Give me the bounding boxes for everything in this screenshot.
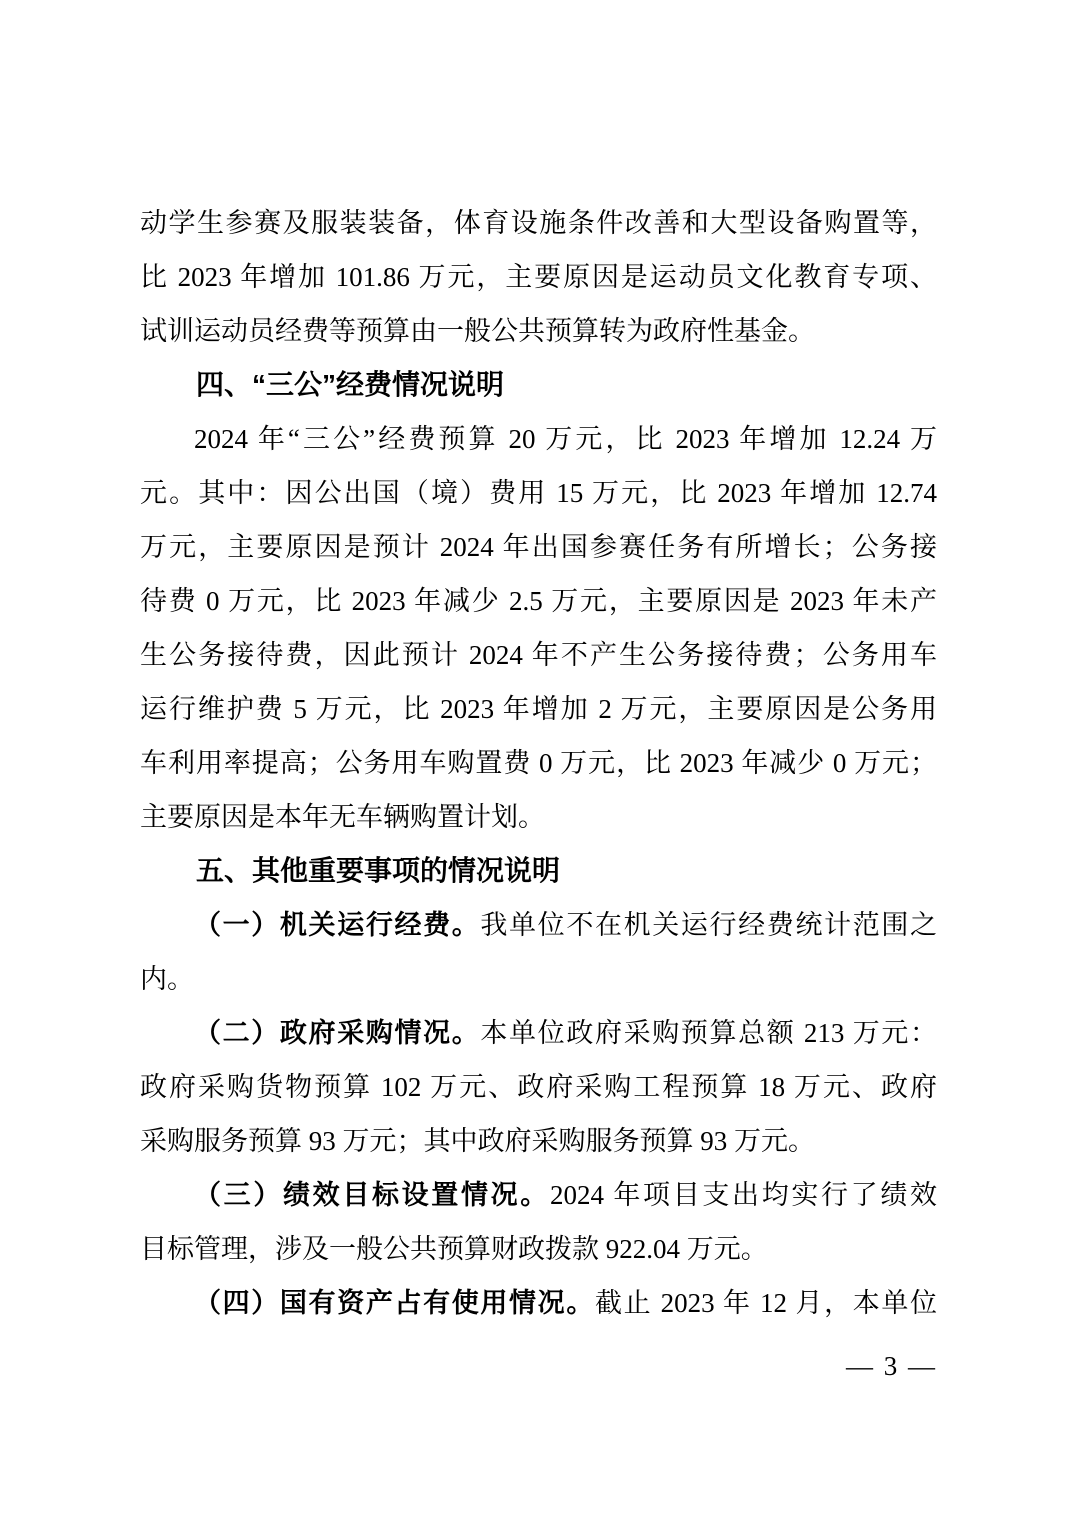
text-segment: 本单位政府采购预算总额 213 万元：	[480, 1018, 938, 1048]
text-line	[140, 628, 937, 682]
text-line	[140, 412, 937, 466]
text-segment: 动学生参赛及服装装备，体育设施条件改善和大型设备购置等，	[140, 208, 937, 238]
text-segment: 目标管理，涉及一般公共预算财政拨款 922.04 万元。	[140, 1234, 768, 1264]
text-segment: 2024 年项目支出均实行了绩效	[549, 1180, 938, 1210]
text-line	[140, 682, 937, 736]
text-line	[140, 1222, 937, 1276]
bold-text-segment: 五、其他重要事项的情况说明	[196, 855, 561, 886]
text-segment: 内。	[140, 964, 194, 994]
text-segment: 采购服务预算 93 万元；其中政府采购服务预算 93 万元。	[140, 1126, 815, 1156]
text-line	[140, 736, 937, 790]
bold-text-segment: （四）国有资产占有使用情况。	[194, 1288, 595, 1318]
text-line	[140, 1060, 937, 1114]
text-segment: 我单位不在机关运行经费统计范围之	[480, 910, 938, 940]
text-segment: 万元，主要原因是预计 2024 年出国参赛任务有所增长；公务接	[140, 532, 937, 562]
text-line	[140, 574, 937, 628]
page-number: — 3 —	[846, 1351, 937, 1381]
bold-text-segment: （一）机关运行经费。	[194, 910, 481, 940]
bold-text-segment: 四、“三公”经费情况说明	[196, 369, 505, 400]
text-segment: 车利用率提高；公务用车购置费 0 万元，比 2023 年减少 0 万元；	[140, 748, 937, 778]
text-segment: 元。其中：因公出国（境）费用 15 万元，比 2023 年增加 12.74	[140, 478, 937, 508]
text-line	[140, 1006, 937, 1060]
text-line	[140, 1276, 937, 1330]
text-segment: 主要原因是本年无车辆购置计划。	[140, 802, 545, 832]
text-segment: 2024 年“三公”经费预算 20 万元，比 2023 年增加 12.24 万	[194, 424, 937, 454]
text-segment: 比 2023 年增加 101.86 万元，主要原因是运动员文化教育专项、	[140, 262, 937, 292]
text-line	[140, 466, 937, 520]
text-line	[140, 196, 937, 250]
text-segment: 运行维护费 5 万元，比 2023 年增加 2 万元，主要原因是公务用	[140, 694, 937, 724]
text-line	[140, 790, 937, 844]
text-line	[140, 250, 937, 304]
text-line	[140, 1168, 937, 1222]
text-line	[140, 304, 937, 358]
bold-text-segment: （三）绩效目标设置情况。	[194, 1180, 550, 1210]
text-segment: 生公务接待费，因此预计 2024 年不产生公务接待费；公务用车	[140, 640, 937, 670]
bold-text-segment: （二）政府采购情况。	[194, 1018, 481, 1048]
text-line	[140, 520, 937, 574]
text-segment: 待费 0 万元，比 2023 年减少 2.5 万元，主要原因是 2023 年未产	[140, 586, 937, 616]
section-heading	[140, 358, 937, 412]
text-segment: 截止 2023 年 12 月，本单位	[594, 1288, 938, 1318]
text-line	[140, 952, 937, 1006]
text-segment: 试训运动员经费等预算由一般公共预算转为政府性基金。	[140, 316, 815, 346]
document-body	[140, 196, 937, 1330]
text-segment: 政府采购货物预算 102 万元、政府采购工程预算 18 万元、政府	[140, 1072, 937, 1102]
section-heading	[140, 844, 937, 898]
text-line	[140, 1114, 937, 1168]
text-line	[140, 898, 937, 952]
